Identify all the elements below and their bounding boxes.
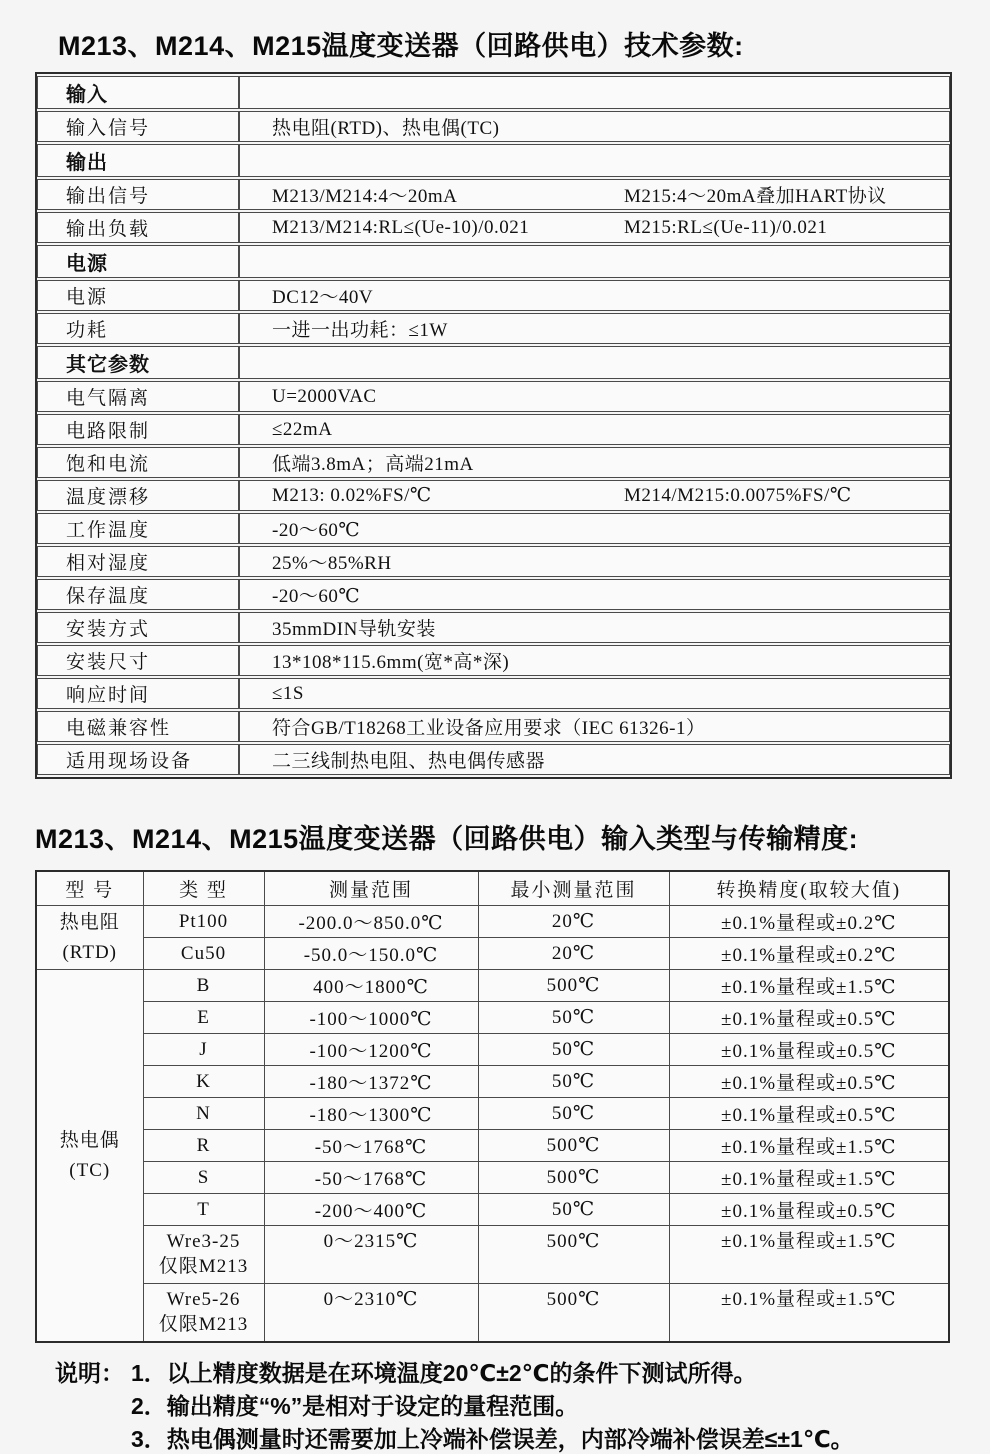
spec-value-segment: U=2000VAC xyxy=(272,385,377,407)
spec-param-value xyxy=(239,447,950,478)
range-cell: 400～1800℃ xyxy=(264,970,478,1002)
accuracy-cell: ±0.1%量程或±1.5℃ xyxy=(669,1162,949,1194)
spec-row xyxy=(37,76,950,109)
type-line: Wre5-26 xyxy=(166,1289,241,1310)
spec-param-label: 工作温度 xyxy=(37,513,239,544)
spec-param-value xyxy=(239,245,950,278)
accuracy-cell: ±0.1%量程或±0.5℃ xyxy=(669,1194,949,1226)
accuracy-row xyxy=(36,938,949,970)
accuracy-col-header: 类 型 xyxy=(143,871,264,906)
accuracy-table xyxy=(35,870,950,1343)
accuracy-cell: ±0.1%量程或±1.5℃ xyxy=(669,1284,949,1343)
type-line: K xyxy=(196,1070,211,1092)
spec-param-value xyxy=(239,76,950,109)
type-line: Cu50 xyxy=(180,942,227,964)
spec-param-label: 保存温度 xyxy=(37,579,239,610)
type-line: E xyxy=(197,1006,210,1028)
spec-row xyxy=(37,111,950,142)
range-cell: 0～2315℃ xyxy=(264,1226,478,1284)
accuracy-col-header: 转换精度(取较大值) xyxy=(669,871,949,906)
range-cell: 0～2310℃ xyxy=(264,1284,478,1343)
spec-param-value xyxy=(239,414,950,445)
min-range-cell: 50℃ xyxy=(478,1194,669,1226)
spec-param-label: 相对湿度 xyxy=(37,546,239,577)
spec-row xyxy=(37,447,950,478)
spec-param-value xyxy=(239,645,950,676)
spec-param-value xyxy=(239,612,950,643)
spec-section-label: 输出 xyxy=(37,144,239,177)
range-cell: -180～1372℃ xyxy=(264,1066,478,1098)
spec-param-label: 电磁兼容性 xyxy=(37,711,239,742)
type-line: Wre3-25 xyxy=(166,1231,241,1252)
type-line: B xyxy=(196,974,211,996)
spec-param-label: 响应时间 xyxy=(37,678,239,709)
spec-param-label: 安装方式 xyxy=(37,612,239,643)
model-line: (RTD) xyxy=(62,941,117,963)
type-cell xyxy=(143,1066,264,1098)
accuracy-cell: ±0.1%量程或±0.2℃ xyxy=(669,938,949,970)
spec-param-label: 输入信号 xyxy=(37,111,239,142)
spec-row xyxy=(37,245,950,278)
spec-value-segment: M213/M214:4～20mA xyxy=(272,186,458,207)
spec-row xyxy=(37,381,950,412)
type-cell xyxy=(143,1002,264,1034)
range-cell: -50～1768℃ xyxy=(264,1130,478,1162)
spec-section-label: 输入 xyxy=(37,76,239,109)
spec-param-label: 适用现场设备 xyxy=(37,744,239,775)
accuracy-col-header: 型 号 xyxy=(36,871,143,906)
spec-row xyxy=(37,678,950,709)
spec-row xyxy=(37,313,950,344)
spec-param-value xyxy=(239,212,950,243)
spec-param-label: 安装尺寸 xyxy=(37,645,239,676)
spec-param-value xyxy=(239,381,950,412)
type-line: R xyxy=(196,1134,211,1156)
spec-row xyxy=(37,579,950,610)
min-range-cell: 500℃ xyxy=(478,970,669,1002)
spec-value-segment: 低端3.8mA；高端21mA xyxy=(272,454,474,475)
accuracy-cell: ±0.1%量程或±1.5℃ xyxy=(669,1130,949,1162)
spec-param-label: 电路限制 xyxy=(37,414,239,445)
type-line: 仅限M213 xyxy=(158,1314,249,1335)
accuracy-cell: ±0.1%量程或±0.2℃ xyxy=(669,906,949,938)
accuracy-row xyxy=(36,1034,949,1066)
spec-value-segment: 13*108*115.6mm(宽*高*深) xyxy=(272,652,510,673)
type-line: N xyxy=(196,1102,211,1124)
accuracy-col-header: 最小测量范围 xyxy=(478,871,669,906)
spec-value-segment: -20～60℃ xyxy=(272,520,361,541)
accuracy-row xyxy=(36,1002,949,1034)
notes-block xyxy=(55,1358,990,1454)
accuracy-row xyxy=(36,1130,949,1162)
accuracy-cell: ±0.1%量程或±1.5℃ xyxy=(669,970,949,1002)
note-line-1 xyxy=(55,1358,990,1388)
range-cell: -180～1300℃ xyxy=(264,1098,478,1130)
spec-row xyxy=(37,645,950,676)
spec-param-value xyxy=(239,280,950,311)
spec-value-segment: M215:4～20mA叠加HART协议 xyxy=(624,186,887,207)
spec-param-value xyxy=(239,111,950,142)
note-text: 3．热电偶测量时还需要加上冷端补偿误差，内部冷端补偿误差≤±1℃。 xyxy=(131,1426,854,1452)
range-cell: -50.0～150.0℃ xyxy=(264,938,478,970)
model-line: (TC) xyxy=(69,1159,111,1181)
accuracy-row xyxy=(36,1098,949,1130)
spec-section-label: 电源 xyxy=(37,245,239,278)
spec-param-value xyxy=(239,480,950,511)
spec-table-title: M213、M214、M215温度变送器（回路供电）技术参数: xyxy=(58,31,744,61)
spec-value-segment: -20～60℃ xyxy=(272,586,361,607)
spec-param-label: 电气隔离 xyxy=(37,381,239,412)
range-cell: -100～1200℃ xyxy=(264,1034,478,1066)
spec-param-label: 电源 xyxy=(37,280,239,311)
spec-value-segment: 35mmDIN导轨安装 xyxy=(272,619,436,640)
type-cell xyxy=(143,1130,264,1162)
spec-param-value xyxy=(239,179,950,210)
spec-row xyxy=(37,414,950,445)
type-cell xyxy=(143,1194,264,1226)
spec-param-label: 饱和电流 xyxy=(37,447,239,478)
min-range-cell: 50℃ xyxy=(478,1034,669,1066)
spec-value-segment: ≤1S xyxy=(272,682,304,704)
accuracy-table-body xyxy=(36,906,949,1343)
spec-param-value xyxy=(239,144,950,177)
spec-document-page xyxy=(0,24,990,1452)
spec-param-label: 输出负载 xyxy=(37,212,239,243)
spec-row xyxy=(37,711,950,742)
model-group-cell xyxy=(36,906,143,970)
type-line: 仅限M213 xyxy=(158,1256,249,1277)
spec-value-segment: M214/M215:0.0075%FS/℃ xyxy=(624,485,852,506)
min-range-cell: 500℃ xyxy=(478,1162,669,1194)
spec-param-label: 温度漂移 xyxy=(37,480,239,511)
type-line: Pt100 xyxy=(178,910,229,932)
type-cell xyxy=(143,1034,264,1066)
spec-value-segment: 25%～85%RH xyxy=(272,553,392,574)
note-line-3 xyxy=(55,1424,990,1454)
accuracy-cell: ±0.1%量程或±0.5℃ xyxy=(669,1034,949,1066)
min-range-cell: 50℃ xyxy=(478,1098,669,1130)
spec-param-label: 输出信号 xyxy=(37,179,239,210)
spec-value-segment: M213: 0.02%FS/℃ xyxy=(272,485,432,506)
spec-row xyxy=(37,480,950,511)
spec-value-segment: M215:RL≤(Ue-11)/0.021 xyxy=(624,216,828,238)
type-line: J xyxy=(199,1038,208,1060)
range-cell: -100～1000℃ xyxy=(264,1002,478,1034)
spec-value-segment: 一进一出功耗：≤1W xyxy=(272,320,448,341)
accuracy-cell: ±0.1%量程或±1.5℃ xyxy=(669,1226,949,1284)
spec-param-value xyxy=(239,513,950,544)
type-cell xyxy=(143,970,264,1002)
accuracy-row xyxy=(36,970,949,1002)
spec-row xyxy=(37,346,950,379)
accuracy-cell: ±0.1%量程或±0.5℃ xyxy=(669,1098,949,1130)
min-range-cell: 500℃ xyxy=(478,1226,669,1284)
type-cell xyxy=(143,1226,264,1284)
spec-value-segment: 二三线制热电阻、热电偶传感器 xyxy=(272,751,546,772)
spec-value-segment: 热电阻(RTD)、热电偶(TC) xyxy=(272,118,500,139)
range-cell: -200.0～850.0℃ xyxy=(264,906,478,938)
accuracy-cell: ±0.1%量程或±0.5℃ xyxy=(669,1066,949,1098)
accuracy-row xyxy=(36,1162,949,1194)
notes-prefix-label: 说明： xyxy=(55,1360,124,1386)
spec-param-value xyxy=(239,678,950,709)
model-line: 热电阻 xyxy=(59,911,120,933)
type-line: S xyxy=(197,1166,210,1188)
model-line: 热电偶 xyxy=(59,1129,120,1151)
range-cell: -50～1768℃ xyxy=(264,1162,478,1194)
note-text: 1．以上精度数据是在环境温度20℃±2℃的条件下测试所得。 xyxy=(131,1360,757,1386)
accuracy-header-row xyxy=(36,871,949,906)
accuracy-table-title: M213、M214、M215温度变送器（回路供电）输入类型与传输精度: xyxy=(35,824,859,854)
type-cell xyxy=(143,938,264,970)
accuracy-row xyxy=(36,1194,949,1226)
spec-param-value xyxy=(239,579,950,610)
accuracy-col-header: 测量范围 xyxy=(264,871,478,906)
spec-value-segment: DC12～40V xyxy=(272,287,374,308)
spec-row xyxy=(37,212,950,243)
min-range-cell: 500℃ xyxy=(478,1130,669,1162)
note-text: 2．输出精度“%”是相对于设定的量程范围。 xyxy=(131,1393,579,1419)
spec-param-value xyxy=(239,546,950,577)
spec-value-segment: ≤22mA xyxy=(272,418,333,440)
spec-param-value xyxy=(239,711,950,742)
type-cell xyxy=(143,906,264,938)
accuracy-row xyxy=(36,1226,949,1284)
accuracy-row xyxy=(36,906,949,938)
min-range-cell: 20℃ xyxy=(478,938,669,970)
type-cell xyxy=(143,1098,264,1130)
accuracy-row xyxy=(36,1284,949,1343)
range-cell: -200～400℃ xyxy=(264,1194,478,1226)
type-line: T xyxy=(197,1198,210,1220)
min-range-cell: 500℃ xyxy=(478,1284,669,1343)
spec-row xyxy=(37,280,950,311)
spec-row xyxy=(37,744,950,775)
spec-row xyxy=(37,546,950,577)
spec-param-label: 功耗 xyxy=(37,313,239,344)
spec-value-segment: M213/M214:RL≤(Ue-10)/0.021 xyxy=(272,216,530,238)
note-line-2 xyxy=(55,1391,990,1421)
spec-param-value xyxy=(239,346,950,379)
type-cell xyxy=(143,1284,264,1343)
spec-param-value xyxy=(239,313,950,344)
spec-row xyxy=(37,612,950,643)
model-group-cell xyxy=(36,970,143,1343)
min-range-cell: 50℃ xyxy=(478,1066,669,1098)
type-cell xyxy=(143,1162,264,1194)
accuracy-cell: ±0.1%量程或±0.5℃ xyxy=(669,1002,949,1034)
min-range-cell: 50℃ xyxy=(478,1002,669,1034)
spec-param-value xyxy=(239,744,950,775)
spec-section-label: 其它参数 xyxy=(37,346,239,379)
spec-row xyxy=(37,513,950,544)
min-range-cell: 20℃ xyxy=(478,906,669,938)
spec-table xyxy=(35,72,952,779)
accuracy-row xyxy=(36,1066,949,1098)
spec-row xyxy=(37,144,950,177)
spec-row xyxy=(37,179,950,210)
spec-value-segment: 符合GB/T18268工业设备应用要求（IEC 61326-1） xyxy=(272,718,706,739)
spec-table-body xyxy=(37,76,950,775)
